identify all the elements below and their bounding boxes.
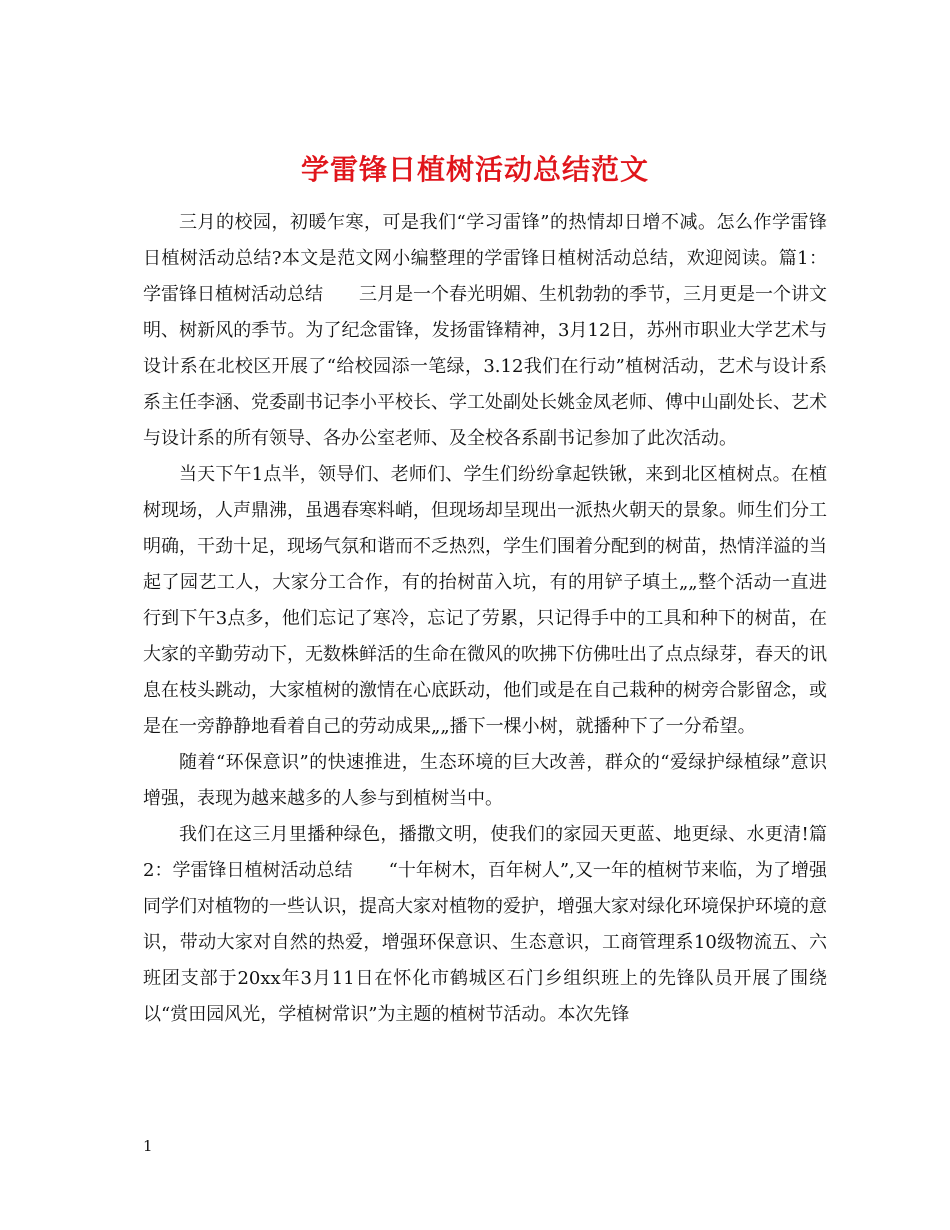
document-body — [143, 205, 827, 1033]
paragraph: 三月的校园，初暖乍寒，可是我们“学习雷锋”的热情却日增不减。怎么作学雷锋日植树活动总结?本文是范文网小编整理的学雷锋日植树活动总结，欢迎阅读。篇1：学雷锋日植树活动总结 三月是一个春光明媚、生机勃勃的季节，三月更是一个讲文明、树新风的季节。为了纪念雷锋，发扬雷锋精神，3月12日，苏州市职业大学艺术与设计系在北校区开展了“给校园添一笔绿，3.12我们在行动”植树活动，艺术与设计系系主任李涵、党委副书记李小平校长、学工处副处长姚金凤老师、傅中山副处长、艺术与设计系的所有领导、各办公室老师、及全校各系副书记参加了此次活动。 — [143, 212, 827, 449]
page-title: 学雷锋日植树活动总结范文 — [300, 152, 649, 186]
page-number: 1 — [143, 1137, 153, 1155]
paragraph: 我们在这三月里播种绿色，播撒文明，使我们的家园天更蓝、地更绿、水更清!篇2：学雷锋日植树活动总结 “十年树木，百年树人”,又一年的植树节来临，为了增强同学们对植物的一些认识，提高大家对植物的爱护，增强大家对绿化环境保护环境的意识，带动大家对自然的热爱，增强环保意识、生态意识，工商管理系10级物流五、六班团支部于20xx年3月11日在怀化市鹤城区石门乡组织班上的先锋队员开展了围绕以“赏田园风光，学植树常识”为主题的植树节活动。本次先锋 — [143, 824, 827, 1025]
paragraph: 随着“环保意识”的快速推进，生态环境的巨大改善，群众的“爱绿护绿植绿”意识增强，表现为越来越多的人参与到植树当中。 — [143, 752, 827, 809]
paragraph: 当天下午1点半，领导们、老师们、学生们纷纷拿起铁锹，来到北区植树点。在植树现场，人声鼎沸，虽遇春寒料峭，但现场却呈现出一派热火朝天的景象。师生们分工明确，干劲十足，现场气氛和谐而不乏热烈，学生们围着分配到的树苗，热情洋溢的当起了园艺工人，大家分工合作，有的抬树苗入坑，有的用铲子填土„„整个活动一直进行到下午3点多，他们忘记了寒冷，忘记了劳累，只记得手中的工具和种下的树苗，在大家的辛勤劳动下，无数株鲜活的生命在微风的吹拂下仿佛吐出了点点绿芽，春天的讯息在枝头跳动，大家植树的激情在心底跃动，他们或是在自己栽种的树旁合影留念，或是在一旁静静地看着自己的劳动成果„„播下一棵小树，就播种下了一分希望。 — [143, 464, 827, 737]
